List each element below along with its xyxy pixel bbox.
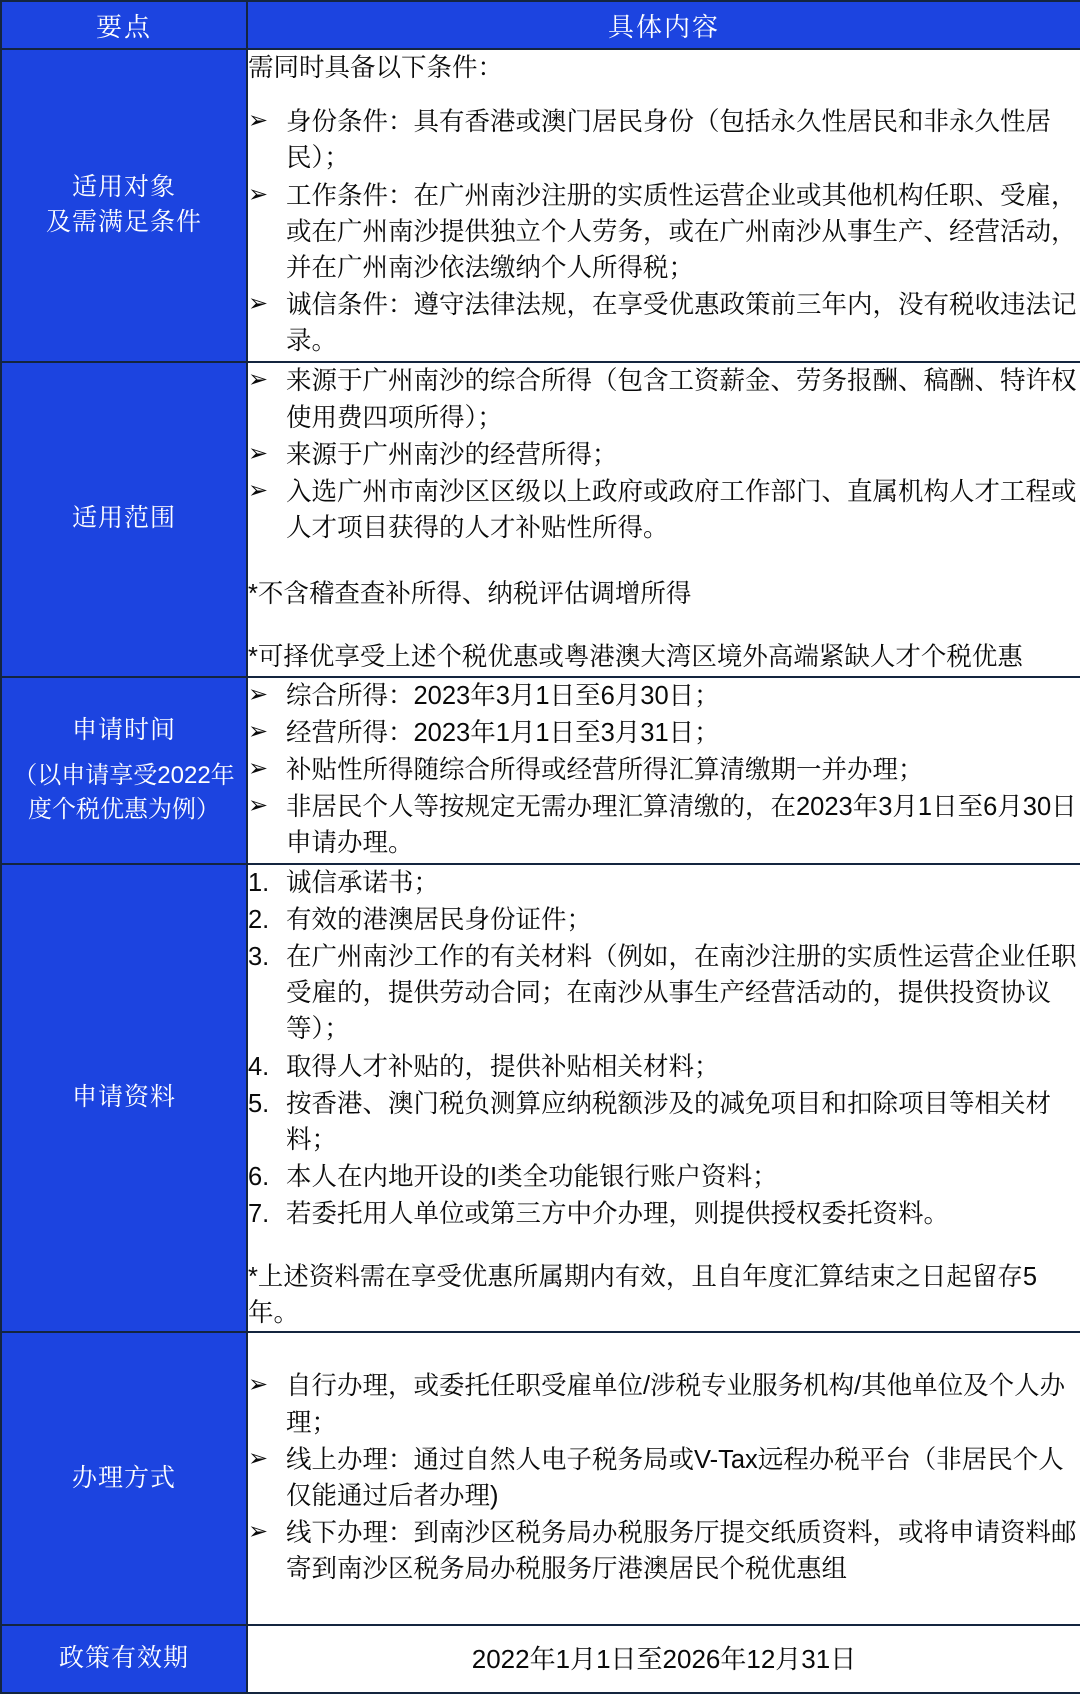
list-item xyxy=(248,1159,1080,1195)
list-item-text: 若委托用人单位或第三方中介办理，则提供授权委托资料。 xyxy=(286,1200,950,1229)
arrow-bullet-list xyxy=(248,678,1080,862)
list-number: 3. xyxy=(248,943,270,972)
list-item xyxy=(248,178,1080,287)
row-value-application-time xyxy=(247,677,1080,864)
arrow-bullet-icon: ➢ xyxy=(248,755,269,783)
list-item-text: 按香港、澳门税负测算应纳税额涉及的减免项目和扣除项目等相关材料； xyxy=(286,1089,1052,1155)
arrow-bullet-icon: ➢ xyxy=(248,1444,269,1472)
header-value-label: 具体内容 xyxy=(607,11,720,42)
arrow-bullet-list xyxy=(248,1368,1080,1587)
arrow-bullet-icon: ➢ xyxy=(248,1371,269,1399)
header-cell-key xyxy=(1,1,247,49)
policy-validity-period: 2022年1月1日至2026年12月31日 xyxy=(471,1643,857,1674)
list-item-text: 诚信承诺书； xyxy=(286,868,440,897)
list-number: 1. xyxy=(248,868,270,897)
list-item xyxy=(248,789,1080,861)
arrow-bullet-icon: ➢ xyxy=(248,717,269,745)
list-item-text: 有效的港澳居民身份证件； xyxy=(286,905,593,934)
arrow-bullet-icon: ➢ xyxy=(248,439,269,467)
arrow-bullet-icon: ➢ xyxy=(248,180,269,208)
list-item xyxy=(248,678,1080,714)
list-item-text: 线下办理：到南沙区税务局办税服务厅提交纸质资料，或将申请资料邮寄到南沙区税务局办税服务厅港澳居民个税优惠组 xyxy=(286,1519,1077,1584)
row-value-applicable-scope xyxy=(247,362,1080,677)
arrow-bullet-icon: ➢ xyxy=(248,290,269,318)
list-item-text: 本人在内地开设的I类全功能银行账户资料； xyxy=(286,1163,778,1192)
list-number: 2. xyxy=(248,905,270,934)
list-item xyxy=(248,902,1080,938)
spacer xyxy=(2,749,246,759)
arrow-bullet-icon: ➢ xyxy=(248,477,269,505)
table-row xyxy=(1,677,1080,864)
table-row xyxy=(1,362,1080,677)
row-value-application-materials xyxy=(247,864,1080,1332)
footnote: *上述资料需在享受优惠所属期内有效，且自年度汇算结束之日起留存5年。 xyxy=(248,1262,1038,1327)
footnote: *可择优享受上述个税优惠或粤港澳大湾区境外高端紧缺人才个税优惠 xyxy=(248,642,1023,671)
list-item xyxy=(248,1049,1080,1085)
table-row xyxy=(1,49,1080,362)
list-item xyxy=(248,1086,1080,1158)
list-item-text: 自行办理，或委托任职受雇单位/涉税专业服务机构/其他单位及个人办理； xyxy=(286,1372,1066,1437)
row-key-application-materials xyxy=(1,864,247,1332)
table-row xyxy=(1,1625,1080,1693)
list-item xyxy=(248,363,1080,435)
header-cell-value xyxy=(247,1,1080,49)
arrow-bullet-icon: ➢ xyxy=(248,680,269,708)
lead-text: 需同时具备以下条件： xyxy=(248,54,504,82)
list-item-text: 来源于广州南沙的综合所得（包含工资薪金、劳务报酬、稿酬、特许权使用费四项所得）； xyxy=(286,367,1077,432)
arrow-bullet-icon: ➢ xyxy=(248,366,269,394)
list-number: 4. xyxy=(248,1052,270,1081)
list-item xyxy=(248,1368,1080,1440)
table-row xyxy=(1,1332,1080,1625)
list-item xyxy=(248,865,1080,901)
row-key-subnote: （以申请享受2022年度个税优惠为例） xyxy=(13,761,235,823)
list-item-text: 线上办理：通过自然人电子税务局或V-Tax远程办税平台（非居民个人仅能通过后者办理) xyxy=(286,1445,1064,1511)
row-key-line1: 办理方式 xyxy=(71,1463,176,1492)
list-item-text: 入选广州市南沙区区级以上政府或政府工作部门、直属机构人才工程或人才项目获得的人才补贴性所得。 xyxy=(286,478,1077,543)
arrow-bullet-icon: ➢ xyxy=(248,792,269,820)
row-key-line1: 适用范围 xyxy=(71,504,176,533)
list-item xyxy=(248,474,1080,546)
table-row xyxy=(1,864,1080,1332)
arrow-bullet-list xyxy=(248,363,1080,546)
list-item xyxy=(248,437,1080,473)
list-item-text: 非居民个人等按规定无需办理汇算清缴的，在2023年3月1日至6月30日申请办理。 xyxy=(286,793,1077,858)
numbered-list xyxy=(248,865,1080,1233)
list-item xyxy=(248,1196,1080,1232)
list-item-text: 来源于广州南沙的经营所得； xyxy=(286,440,618,469)
arrow-bullet-list xyxy=(248,104,1080,359)
list-item xyxy=(248,715,1080,751)
list-item xyxy=(248,939,1080,1048)
list-number: 6. xyxy=(248,1163,270,1192)
list-item-text: 经营所得：2023年1月1日至3月31日； xyxy=(286,718,720,747)
list-item xyxy=(248,1515,1080,1587)
row-key-line1: 申请资料 xyxy=(71,1083,176,1112)
list-item-text: 补贴性所得随综合所得或经营所得汇算清缴期一并办理； xyxy=(286,756,924,785)
list-item xyxy=(248,1442,1080,1514)
list-item-text: 取得人才补贴的，提供补贴相关材料； xyxy=(286,1052,720,1081)
row-value-applicable-persons xyxy=(247,49,1080,362)
list-number: 7. xyxy=(248,1200,270,1229)
list-item-text: 诚信条件：遵守法律法规，在享受优惠政策前三年内，没有税收违法记录。 xyxy=(286,291,1077,356)
table-header-row xyxy=(1,1,1080,49)
row-key-application-time xyxy=(1,677,247,864)
row-key-line1: 政策有效期 xyxy=(58,1644,189,1673)
row-key-line2: 及需满足条件 xyxy=(45,208,202,237)
arrow-bullet-icon: ➢ xyxy=(248,1518,269,1546)
row-value-processing-method xyxy=(247,1332,1080,1625)
row-value-policy-validity xyxy=(247,1625,1080,1693)
list-item xyxy=(248,104,1080,176)
row-key-line1: 适用对象 xyxy=(71,172,176,201)
row-key-processing-method xyxy=(1,1332,247,1625)
list-item xyxy=(248,752,1080,788)
list-item-text: 身份条件：具有香港或澳门居民身份（包括永久性居民和非永久性居民）； xyxy=(286,108,1052,173)
list-item-text: 在广州南沙工作的有关材料（例如，在南沙注册的实质性运营企业任职受雇的，提供劳动合同；在南沙从事生产经营活动的，提供投资协议等）； xyxy=(286,943,1077,1044)
row-key-applicable-persons xyxy=(1,49,247,362)
row-key-applicable-scope xyxy=(1,362,247,677)
row-key-line1: 申请时间 xyxy=(71,716,176,745)
arrow-bullet-icon: ➢ xyxy=(248,107,269,135)
list-number: 5. xyxy=(248,1089,270,1118)
list-item xyxy=(248,287,1080,359)
footnote: *不含稽查查补所得、纳税评估调增所得 xyxy=(248,580,692,609)
row-key-policy-validity xyxy=(1,1625,247,1693)
list-item-text: 工作条件：在广州南沙注册的实质性运营企业或其他机构任职、受雇，或在广州南沙提供独立个人劳务，或在广州南沙从事生产、经营活动，并在广州南沙依法缴纳个人所得税； xyxy=(286,181,1077,283)
header-key-label: 要点 xyxy=(95,11,152,42)
list-item-text: 综合所得：2023年3月1日至6月30日； xyxy=(286,681,720,710)
